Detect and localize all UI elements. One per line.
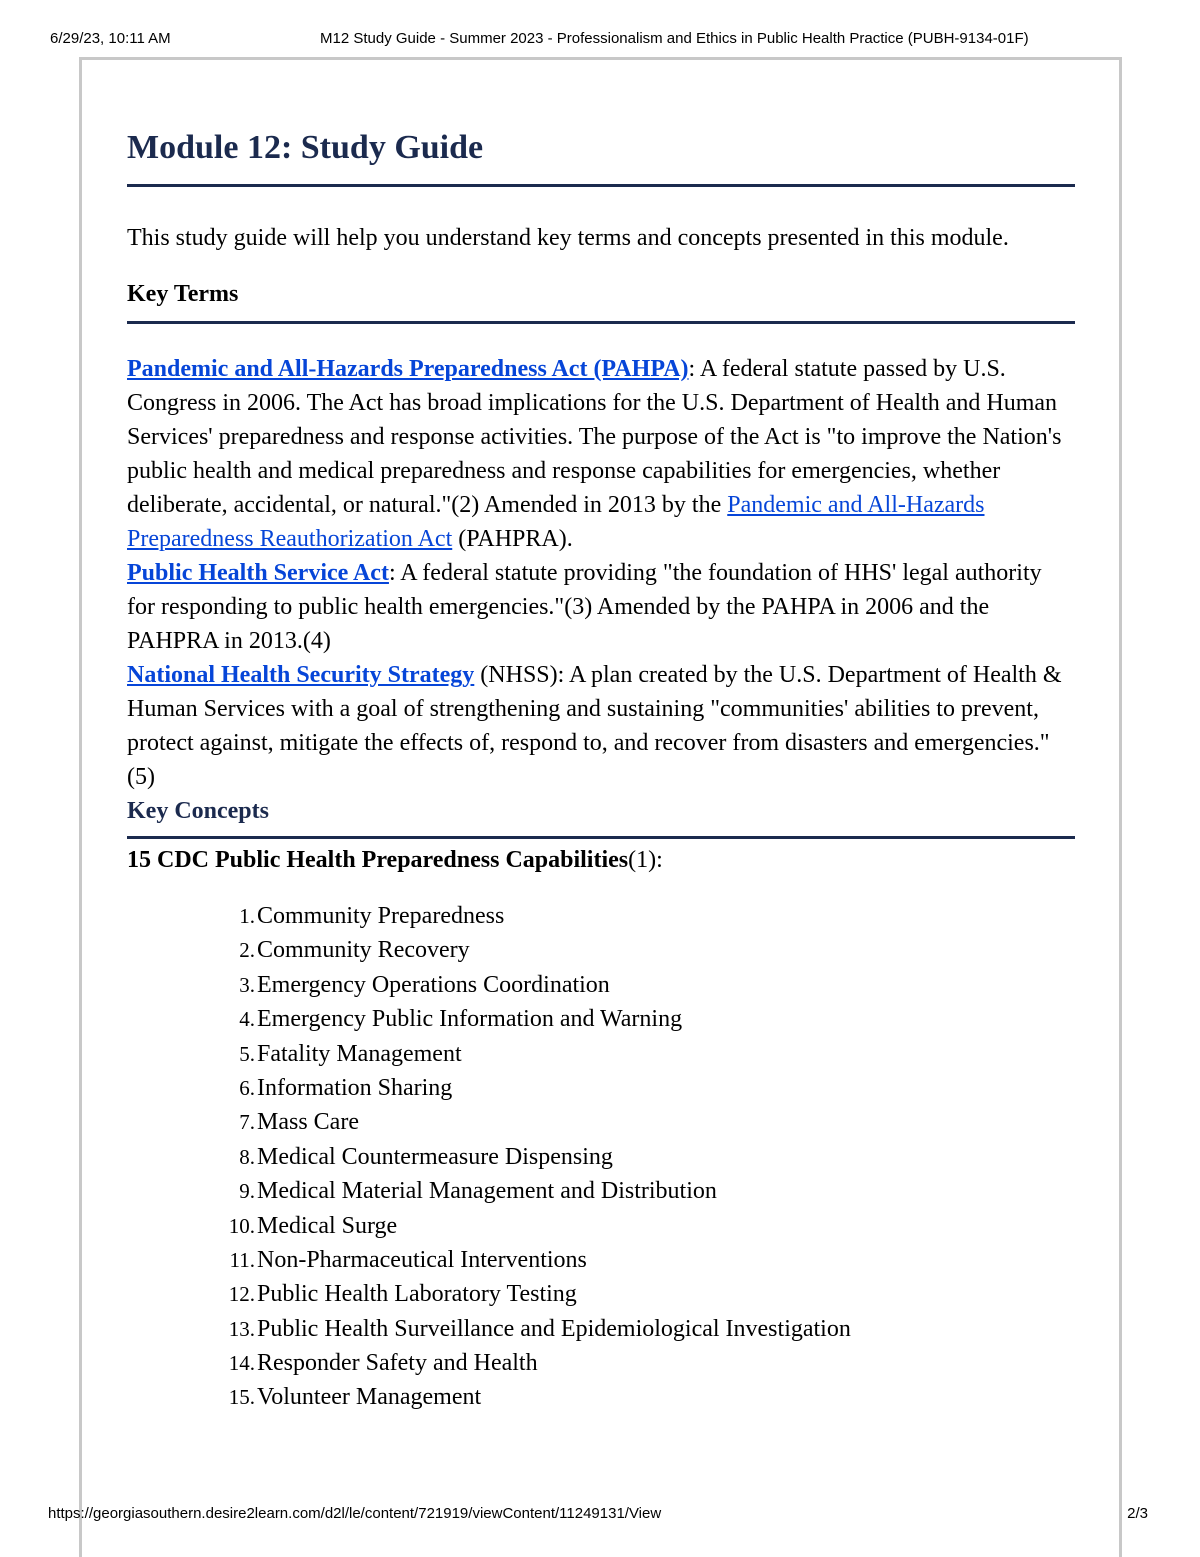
print-page-number: 2/3 [1127, 1505, 1148, 1522]
page-title: Module 12: Study Guide [127, 126, 1075, 187]
list-item-label: Public Health Surveillance and Epidemiological Investigation [257, 1315, 851, 1342]
key-concepts-heading: Key Concepts [127, 794, 1075, 839]
list-item-label: Information Sharing [257, 1074, 453, 1101]
list-item [127, 1346, 1075, 1380]
list-item-label: Fatality Management [257, 1040, 462, 1067]
list-item-label: Non-Pharmaceutical Interventions [257, 1246, 587, 1273]
list-item-number: 2. [239, 938, 255, 963]
list-item-number: 10. [228, 1213, 255, 1238]
list-item-number: 5. [239, 1041, 255, 1066]
print-page-title: M12 Study Guide - Summer 2023 - Professionalism and Ethics in Public Health Practice (PUBH-9134-01F) [320, 30, 1029, 47]
list-item [127, 899, 1075, 933]
list-item-number: 3. [239, 972, 255, 997]
term-phsa [127, 556, 1075, 658]
list-item-label: Emergency Public Information and Warning [257, 1006, 683, 1033]
list-item-number: 4. [239, 1007, 255, 1032]
list-item [127, 1140, 1075, 1174]
list-item-label: Public Health Laboratory Testing [257, 1281, 577, 1308]
list-item [127, 1105, 1075, 1139]
intro-text: This study guide will help you understand key terms and concepts presented in this module. [127, 225, 1009, 251]
term-nhss [127, 658, 1075, 794]
list-item [127, 933, 1075, 967]
capabilities-title [127, 843, 1075, 877]
list-item-label: Medical Countermeasure Dispensing [257, 1143, 613, 1170]
phsa-definition: : A federal statute providing "the foundation of HHS' legal authority for responding to public health emergencies."(3) Amended by the PAHPA in 2006 and the PAHPRA in 2013.(4) [127, 560, 1042, 654]
list-item-label: Mass Care [257, 1109, 359, 1136]
pahpa-link[interactable]: Pandemic and All-Hazards Preparedness Act (PAHPA) [127, 356, 689, 382]
list-item-label: Responder Safety and Health [257, 1350, 538, 1377]
list-item [127, 1277, 1075, 1311]
list-item [127, 1209, 1075, 1243]
list-item [127, 1037, 1075, 1071]
pahpra-suffix: (PAHPRA). [452, 526, 573, 552]
term-pahpa [127, 352, 1075, 556]
list-item-label: Medical Surge [257, 1212, 398, 1239]
list-item-number: 13. [228, 1316, 255, 1341]
list-item [127, 1071, 1075, 1105]
list-item-label: Emergency Operations Coordination [257, 971, 610, 998]
list-item [127, 1002, 1075, 1036]
list-item-number: 15. [228, 1385, 255, 1410]
print-datetime: 6/29/23, 10:11 AM [50, 30, 171, 47]
pahpa-definition: : A federal statute passed by U.S. Congress in 2006. The Act has broad implications for the U.S. Department of Health and Human Services' preparedness and response activities. The purpose of the Act is "to improve the Nation's public health and medical preparedness and response capabilities for emergencies, whether deliberate, accidental, or natural."(2) Amended in 2013 by the [127, 356, 1062, 518]
study-guide-content [127, 126, 1075, 1415]
list-item-number: 11. [229, 1247, 255, 1272]
list-item-number: 7. [239, 1110, 255, 1135]
list-item-number: 6. [239, 1075, 255, 1100]
nhss-definition: (NHSS): A plan created by the U.S. Department of Health & Human Services with a goal of strengthening and sustaining "communities' abilities to prevent, protect against, mitigate the effects of, respond to, and recover from disasters and emergencies."(5) [127, 662, 1062, 790]
phsa-link[interactable]: Public Health Service Act [127, 560, 389, 586]
list-item [127, 1380, 1075, 1414]
key-terms-list [127, 352, 1075, 794]
print-url: https://georgiasouthern.desire2learn.com/d2l/le/content/721919/viewContent/11249131/View [48, 1505, 662, 1522]
capabilities-citation: (1): [628, 847, 663, 873]
nhss-link[interactable]: National Health Security Strategy [127, 662, 475, 688]
list-item-label: Community Preparedness [257, 903, 505, 929]
list-item [127, 1312, 1075, 1346]
list-item-number: 12. [228, 1282, 255, 1307]
list-item [127, 1243, 1075, 1277]
list-item-label: Community Recovery [257, 937, 470, 964]
list-item-label: Medical Material Management and Distribution [257, 1178, 717, 1205]
list-item-number: 9. [239, 1179, 255, 1204]
list-item-number: 14. [228, 1351, 255, 1376]
list-item-label: Volunteer Management [257, 1384, 482, 1411]
pahpra-link[interactable]: Pandemic and All-Hazards Preparedness Reauthorization Act [127, 492, 985, 552]
list-item-number: 1. [239, 904, 255, 928]
capabilities-title-bold: 15 CDC Public Health Preparedness Capabilities [127, 847, 629, 873]
list-item-number: 8. [239, 1144, 255, 1169]
list-item [127, 1174, 1075, 1208]
key-terms-heading: Key Terms [127, 277, 1075, 324]
capabilities-list [127, 899, 1075, 1415]
list-item [127, 968, 1075, 1002]
